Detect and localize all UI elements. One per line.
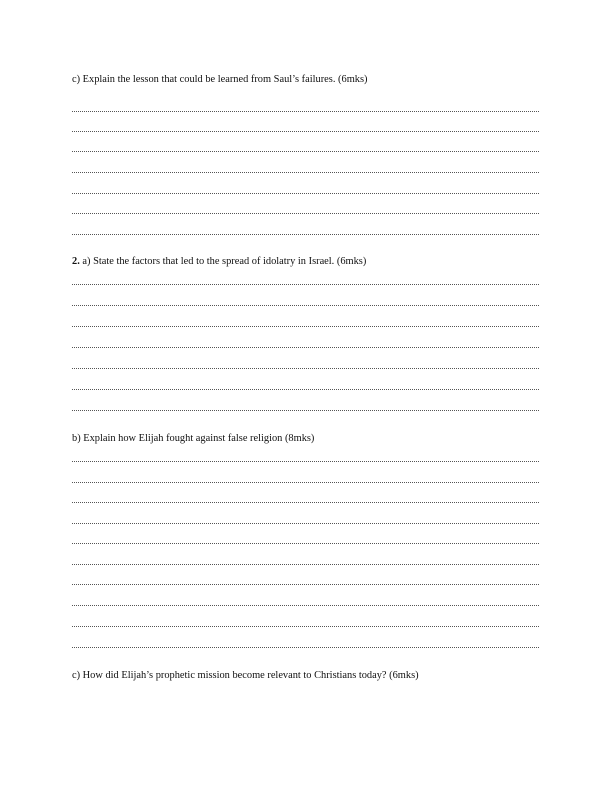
- answer-line[interactable]: [72, 131, 539, 132]
- answer-line[interactable]: [72, 626, 539, 627]
- answer-line[interactable]: [72, 543, 539, 544]
- answer-line[interactable]: [72, 347, 539, 348]
- answer-line[interactable]: [72, 564, 539, 565]
- question-2b: b) Explain how Elijah fought against false religion (8mks): [72, 433, 315, 444]
- answer-line[interactable]: [72, 111, 539, 112]
- answer-line[interactable]: [72, 584, 539, 585]
- question-2a-text: a) State the factors that led to the spread of idolatry in Israel. (6mks): [79, 256, 367, 267]
- answer-line[interactable]: [72, 523, 539, 524]
- question-2c: c) How did Elijah’s prophetic mission become relevant to Christians today? (6mks): [72, 670, 419, 681]
- answer-line[interactable]: [72, 151, 539, 152]
- answer-line[interactable]: [72, 482, 539, 483]
- answer-line[interactable]: [72, 193, 539, 194]
- answer-line[interactable]: [72, 502, 539, 503]
- answer-line[interactable]: [72, 305, 539, 306]
- answer-line[interactable]: [72, 368, 539, 369]
- answer-line[interactable]: [72, 605, 539, 606]
- answer-line[interactable]: [72, 234, 539, 235]
- answer-line[interactable]: [72, 410, 539, 411]
- answer-line[interactable]: [72, 213, 539, 214]
- answer-line[interactable]: [72, 647, 539, 648]
- answer-line[interactable]: [72, 284, 539, 285]
- answer-line[interactable]: [72, 389, 539, 390]
- answer-line[interactable]: [72, 172, 539, 173]
- question-number: 2.: [72, 256, 80, 267]
- answer-line[interactable]: [72, 461, 539, 462]
- answer-line[interactable]: [72, 326, 539, 327]
- question-2a: [72, 255, 366, 268]
- question-1c: c) Explain the lesson that could be learned from Saul’s failures. (6mks): [72, 74, 368, 85]
